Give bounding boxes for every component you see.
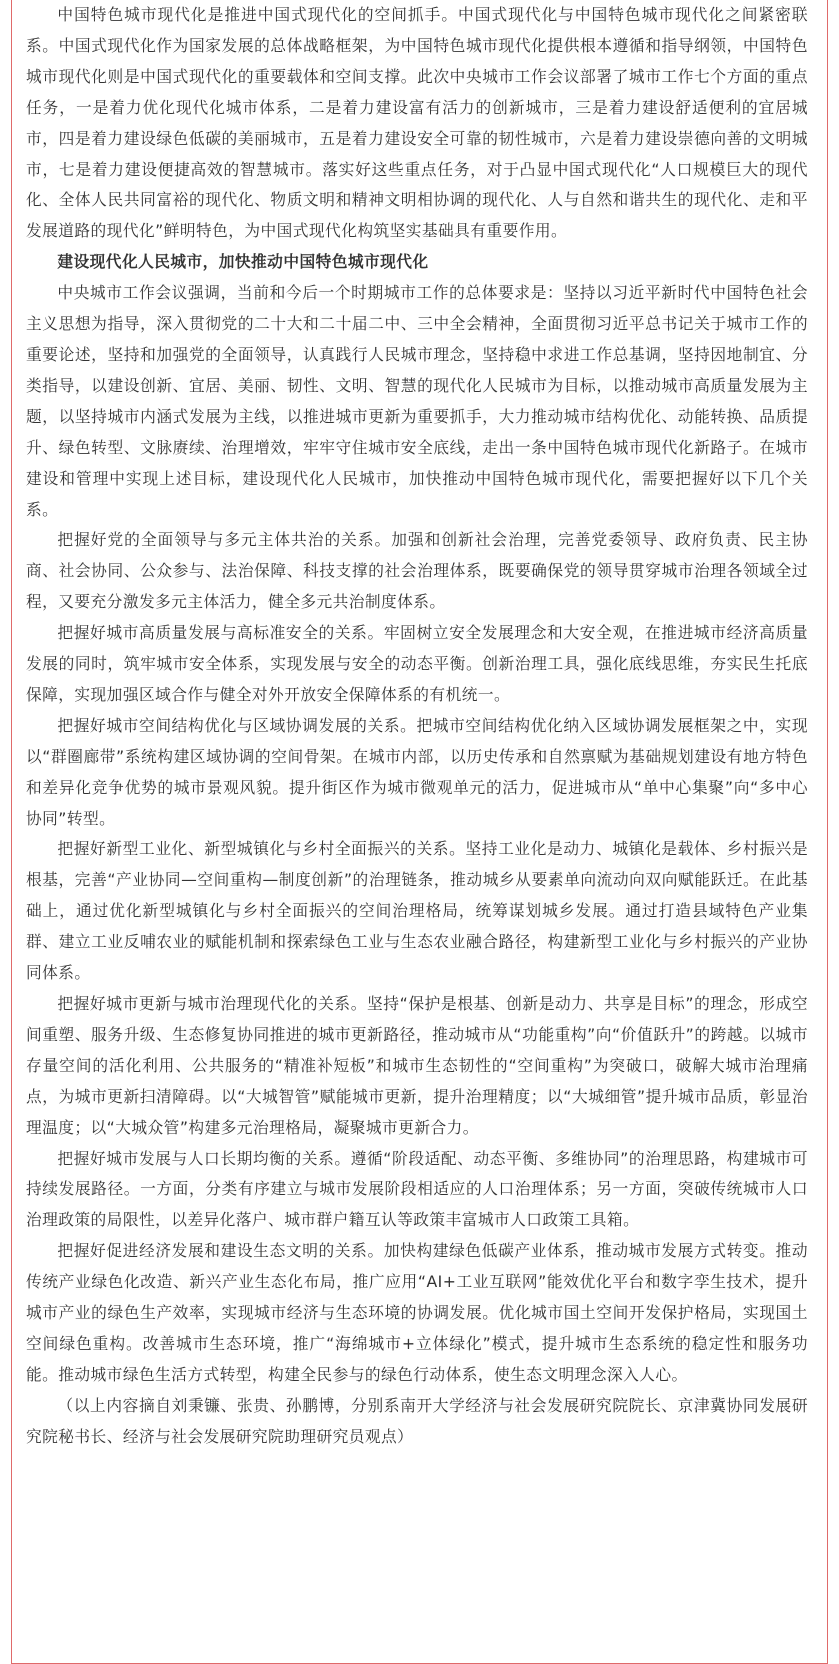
body-paragraph-population: 把握好城市发展与人口长期均衡的关系。遵循“阶段适配、动态平衡、多维协同”的治理思路，构建城市可持续发展路径。一方面，分类有序建立与城市发展阶段相适应的人口治理体系；另一方面，突破传统城市人口治理政策的局限性，以差异化落户、城市群户籍互认等政策丰富城市人口政策工具箱。 bbox=[26, 1148, 808, 1230]
body-paragraph-rural-revitalization: 把握好新型工业化、新型城镇化与乡村全面振兴的关系。坚持工业化是动力、城镇化是载体、乡村振兴是根基，完善“产业协同—空间重构—制度创新”的治理链条，推动城乡从要素单向流动向双向赋能跃迁。在此基础上，通过优化新型城镇化与乡村全面振兴的空间治理格局，统筹谋划城乡发展。通过打造县域特色产业集群、建立工业反哺农业的赋能机制和探索绿色工业与生态农业融合路径，构建新型工业化与乡村振兴的产业协同体系。 bbox=[26, 839, 808, 983]
section-heading: 建设现代化人民城市，加快推动中国特色城市现代化 bbox=[57, 252, 429, 272]
body-paragraph-ecology: 把握好促进经济发展和建设生态文明的关系。加快构建绿色低碳产业体系，推动城市发展方式转变。推动传统产业绿色化改造、新兴产业生态化布局，推广应用“AI+工业互联网”能效优化平台和数字孪生技术，提升城市产业的绿色生产效率，实现城市经济与生态环境的协调发展。优化城市国土空间开发保护格局，实现国土空间绿色重构。改善城市生态环境，推广“海绵城市+立体绿化”模式，提升城市生态系统的稳定性和服务功能。推动城市绿色生活方式转型，构建全民参与的绿色行动体系，使生态文明理念深入人心。 bbox=[26, 1241, 808, 1384]
body-paragraph-urban-renewal: 把握好城市更新与城市治理现代化的关系。坚持“保护是根基、创新是动力、共享是目标”的理念，形成空间重塑、服务升级、生态修复协同推进的城市更新路径，推动城市从“功能重构”向“价值跃升”的跨越。以城市存量空间的活化利用、公共服务的“精准补短板”和城市生态韧性的“空间重构”为突破口，破解大城市治理痛点，为城市更新扫清障碍。以“大城智管”赋能城市更新，提升治理精度；以“大城细管”提升城市品质，彰显治理温度；以“大城众管”构建多元治理格局，凝聚城市更新合力。 bbox=[26, 994, 808, 1137]
intro-paragraph: 中国特色城市现代化是推进中国式现代化的空间抓手。中国式现代化与中国特色城市现代化之间紧密联系。中国式现代化作为国家发展的总体战略框架，为中国特色城市现代化提供根本遵循和指导纲领，中国特色城市现代化则是中国式现代化的重要载体和空间支撑。此次中央城市工作会议部署了城市工作七个方面的重点任务，一是着力优化现代化城市体系，二是着力建设富有活力的创新城市，三是着力建设舒适便利的宜居城市，四是着力建设绿色低碳的美丽城市，五是着力建设安全可靠的韧性城市，六是着力建设崇德向善的文明城市，七是着力建设便捷高效的智慧城市。落实好这些重点任务，对于凸显中国式现代化“人口规模巨大的现代化、全体人民共同富裕的现代化、物质文明和精神文明相协调的现代化、人与自然和谐共生的现代化、走和平发展道路的现代化”鲜明特色，为中国式现代化构筑坚实基础具有重要作用。 bbox=[26, 5, 808, 241]
body-paragraph-requirements: 中央城市工作会议强调，当前和今后一个时期城市工作的总体要求是：坚持以习近平新时代中国特色社会主义思想为指导，深入贯彻党的二十大和二十届二中、三中全会精神，全面贯彻习近平总书记关于城市工作的重要论述，坚持和加强党的全面领导，认真践行人民城市理念，坚持稳中求进工作总基调，坚持因地制宜、分类指导，以建设创新、宜居、美丽、韧性、文明、智慧的现代化人民城市为目标，以推动城市高质量发展为主题，以坚持城市内涵式发展为主线，以推进城市更新为重要抓手，大力推动城市结构优化、动能转换、品质提升、绿色转型、文脉赓续、治理增效，牢牢守住城市安全底线，走出一条中国特色城市现代化新路子。在城市建设和管理中实现上述目标，建设现代化人民城市，加快推动中国特色城市现代化，需要把握好以下几个关系。 bbox=[26, 283, 808, 519]
source-note: （以上内容摘自刘秉镰、张贵、孙鹏博，分别系南开大学经济与社会发展研究院院长、京津冀协同发展研究院秘书长、经济与社会发展研究院助理研究员观点） bbox=[26, 1395, 808, 1446]
body-paragraph-party-leadership: 把握好党的全面领导与多元主体共治的关系。加强和创新社会治理，完善党委领导、政府负责、民主协商、社会协同、公众参与、法治保障、科技支撑的社会治理体系，既要确保党的领导贯穿城市治理各领域全过程，又要充分激发多元主体活力，健全多元共治制度体系。 bbox=[26, 530, 808, 612]
body-paragraph-spatial-structure: 把握好城市空间结构优化与区域协调发展的关系。把城市空间结构优化纳入区域协调发展框架之中，实现以“群圈廊带”系统构建区域协调的空间骨架。在城市内部，以历史传承和自然禀赋为基础规划建设有地方特色和差异化竞争优势的城市景观风貌。提升街区作为城市微观单元的活力，促进城市从“单中心集聚”向“多中心协同”转型。 bbox=[26, 715, 808, 828]
body-paragraph-security: 把握好城市高质量发展与高标准安全的关系。牢固树立安全发展理念和大安全观，在推进城市经济高质量发展的同时，筑牢城市安全体系，实现发展与安全的动态平衡。创新治理工具，强化底线思维，夯实民生托底保障，实现加强区域合作与健全对外开放安全保障体系的有机统一。 bbox=[26, 623, 808, 704]
article-body bbox=[26, 0, 808, 1453]
